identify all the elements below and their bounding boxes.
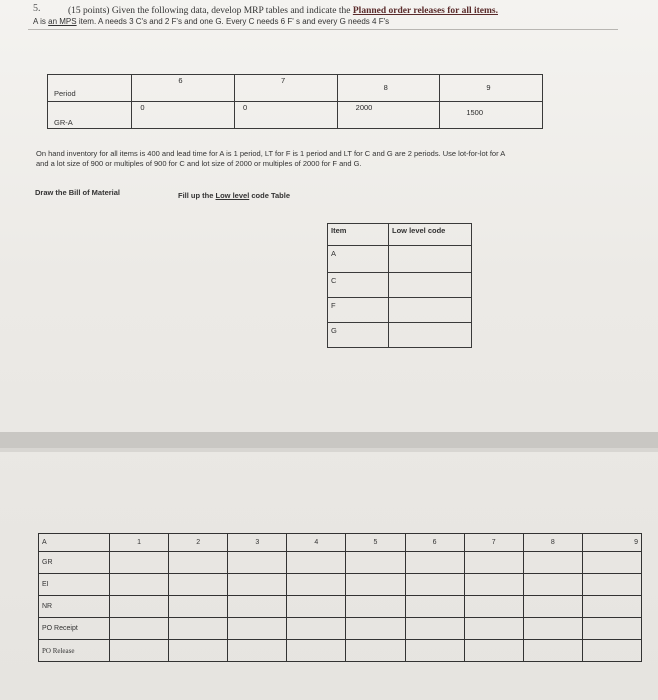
mrp-row-ei xyxy=(39,574,642,596)
mrp-cell[interactable] xyxy=(346,552,405,574)
llc-code-cell[interactable] xyxy=(389,323,472,348)
period-cell xyxy=(440,75,543,102)
mrp-period: 2 xyxy=(169,534,228,552)
mrp-row-label: NR xyxy=(39,596,110,618)
llc-code-cell[interactable] xyxy=(389,246,472,273)
mrp-cell[interactable] xyxy=(169,640,228,662)
instruction-text: Given the following data, develop MRP tables and indicate the xyxy=(111,6,351,16)
mrp-row-gr xyxy=(39,552,642,574)
page-fold-band xyxy=(0,432,658,448)
mrp-cell[interactable] xyxy=(169,552,228,574)
line2-start: A is xyxy=(33,17,46,26)
mrp-table-a xyxy=(38,533,642,662)
mrp-cell[interactable] xyxy=(287,574,346,596)
value-period-8: 2000 xyxy=(355,103,373,112)
mrp-period: 7 xyxy=(464,534,523,552)
mrp-cell[interactable] xyxy=(464,640,523,662)
question-number: 5. xyxy=(33,3,41,14)
gross-requirements-table xyxy=(47,74,543,129)
mrp-cell[interactable] xyxy=(169,618,228,640)
points-label: (15 points) xyxy=(68,6,110,16)
mrp-cell[interactable] xyxy=(405,618,464,640)
line2-underlined: an MPS xyxy=(48,17,77,26)
notes-line-1: On hand inventory for all items is 400 and lead time for A is 1 period, LT for F is 1 period and LT for C and G are 2 periods. Use lot-for-lot for A xyxy=(36,149,506,158)
mrp-cell[interactable] xyxy=(582,596,641,618)
value-period-9: 1500 xyxy=(466,108,484,117)
mrp-cell[interactable] xyxy=(110,618,169,640)
mrp-cell[interactable] xyxy=(110,596,169,618)
question-instruction xyxy=(68,6,498,16)
llc-item: G xyxy=(328,323,389,348)
mrp-row-label: PO Release xyxy=(39,640,110,662)
mrp-cell[interactable] xyxy=(287,618,346,640)
mrp-cell[interactable] xyxy=(110,640,169,662)
mrp-period: 1 xyxy=(110,534,169,552)
mrp-cell[interactable] xyxy=(169,574,228,596)
mrp-cell[interactable] xyxy=(110,574,169,596)
mrp-cell[interactable] xyxy=(464,618,523,640)
mrp-row-label: PO Receipt xyxy=(39,618,110,640)
mrp-cell[interactable] xyxy=(523,618,582,640)
period-cell xyxy=(235,75,338,102)
value-cell xyxy=(132,102,235,129)
value-cell xyxy=(337,102,440,129)
mrp-period: 6 xyxy=(405,534,464,552)
mrp-row-label: GR xyxy=(39,552,110,574)
mrp-row-nr xyxy=(39,596,642,618)
mrp-cell[interactable] xyxy=(169,596,228,618)
period-cell xyxy=(337,75,440,102)
mrp-cell[interactable] xyxy=(228,596,287,618)
period-8: 8 xyxy=(383,83,388,92)
mrp-row-po-receipt xyxy=(39,618,642,640)
llc-item: C xyxy=(328,273,389,298)
mrp-cell[interactable] xyxy=(582,618,641,640)
page-fold-shadow xyxy=(0,448,658,452)
llc-item: F xyxy=(328,298,389,323)
mrp-cell[interactable] xyxy=(582,640,641,662)
mrp-cell[interactable] xyxy=(346,574,405,596)
mrp-cell[interactable] xyxy=(523,640,582,662)
mrp-cell[interactable] xyxy=(464,596,523,618)
llc-code-cell[interactable] xyxy=(389,298,472,323)
item-requirements xyxy=(33,17,389,26)
mrp-cell[interactable] xyxy=(464,552,523,574)
mrp-header-row xyxy=(39,534,642,552)
problem-notes xyxy=(36,149,505,169)
divider xyxy=(28,29,618,30)
mrp-cell[interactable] xyxy=(405,552,464,574)
mrp-cell[interactable] xyxy=(405,640,464,662)
llc-header-item: Item xyxy=(328,224,389,246)
fill-end: code Table xyxy=(251,191,290,200)
mrp-cell[interactable] xyxy=(346,640,405,662)
mrp-cell[interactable] xyxy=(405,574,464,596)
llc-header-level: Low level code xyxy=(389,224,472,246)
period-cell xyxy=(132,75,235,102)
llc-code-cell[interactable] xyxy=(389,273,472,298)
mrp-cell[interactable] xyxy=(346,618,405,640)
mrp-cell[interactable] xyxy=(287,596,346,618)
mrp-cell[interactable] xyxy=(228,552,287,574)
instruction-underlined: Planned order releases for all items. xyxy=(352,6,498,16)
notes-line-2: and a lot size of 900 or multiples of 900 for C and lot size of 2000 or multiples of 2000 for F and G. xyxy=(36,159,362,168)
mrp-cell[interactable] xyxy=(110,552,169,574)
low-level-code-table xyxy=(327,223,472,348)
mrp-period: 8 xyxy=(523,534,582,552)
mrp-row-label: EI xyxy=(39,574,110,596)
mrp-cell[interactable] xyxy=(346,596,405,618)
period-7: 7 xyxy=(281,76,286,85)
value-period-7: 0 xyxy=(243,103,248,112)
mrp-cell[interactable] xyxy=(405,596,464,618)
mrp-cell[interactable] xyxy=(582,552,641,574)
line2-rest: item. A needs 3 C's and 2 F's and one G. Every C needs 6 F' s and every G needs 4 F's xyxy=(78,17,390,26)
llc-item: A xyxy=(328,246,389,273)
mrp-cell[interactable] xyxy=(523,552,582,574)
mrp-cell[interactable] xyxy=(582,574,641,596)
mrp-cell[interactable] xyxy=(228,574,287,596)
mrp-period: 5 xyxy=(346,534,405,552)
period-label-cell xyxy=(48,75,132,102)
value-cell xyxy=(440,102,543,129)
mrp-row-po-release xyxy=(39,640,642,662)
draw-bom-label: Draw the Bill of Material xyxy=(35,188,121,197)
mrp-period: 9 xyxy=(582,534,641,552)
mrp-cell[interactable] xyxy=(287,640,346,662)
gr-a-label: GR-A xyxy=(54,118,73,127)
mrp-item-label: A xyxy=(39,534,110,552)
mrp-period: 3 xyxy=(228,534,287,552)
period-9: 9 xyxy=(486,83,491,92)
mrp-cell[interactable] xyxy=(228,618,287,640)
row-label-cell xyxy=(48,102,132,129)
period-6: 6 xyxy=(178,76,183,85)
fill-llc-label xyxy=(178,191,290,200)
mrp-cell[interactable] xyxy=(523,574,582,596)
fill-underlined: Low level xyxy=(215,191,250,200)
mrp-cell[interactable] xyxy=(287,552,346,574)
period-label: Period xyxy=(54,89,76,98)
value-period-6: 0 xyxy=(140,103,145,112)
mrp-cell[interactable] xyxy=(228,640,287,662)
value-cell xyxy=(235,102,338,129)
mrp-period: 4 xyxy=(287,534,346,552)
mrp-cell[interactable] xyxy=(523,596,582,618)
fill-start: Fill up the xyxy=(178,191,214,200)
mrp-cell[interactable] xyxy=(464,574,523,596)
